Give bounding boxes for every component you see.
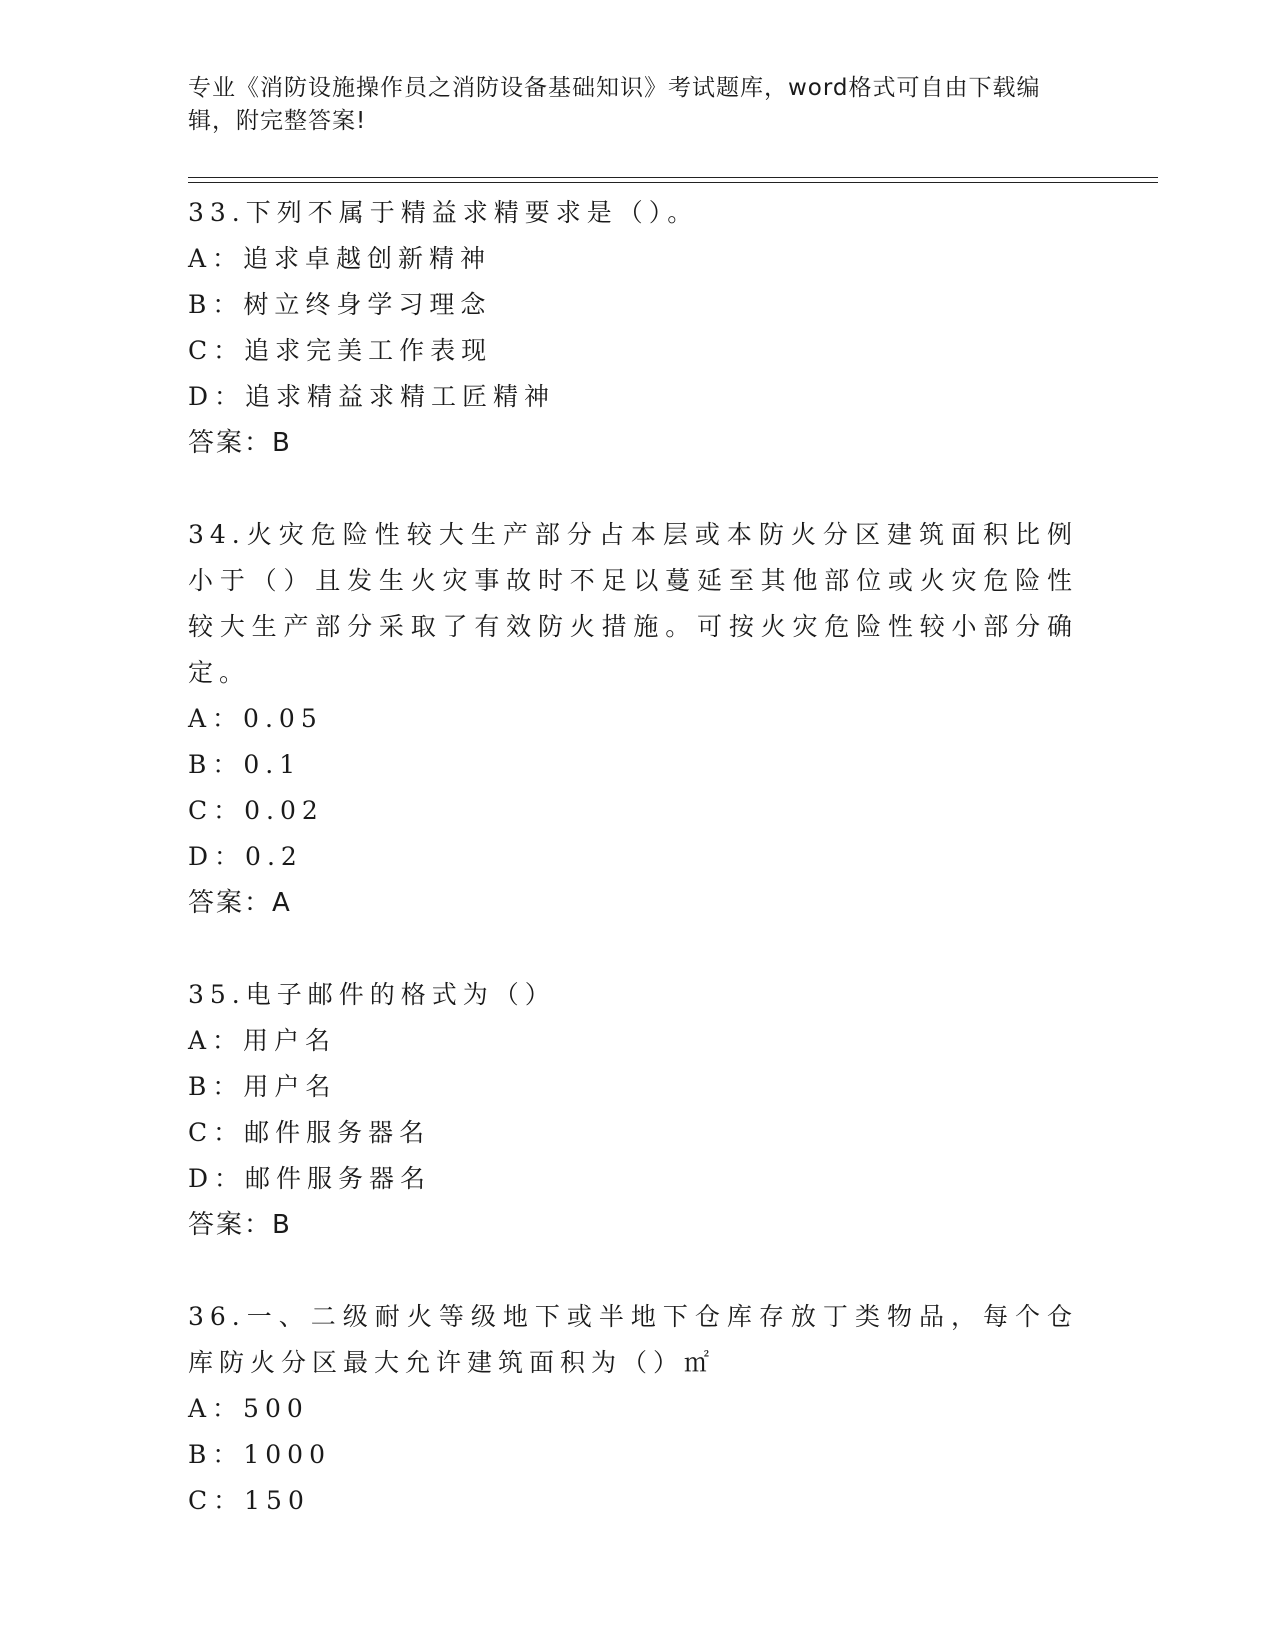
question-34 bbox=[188, 512, 1088, 926]
question-list bbox=[188, 190, 1088, 1570]
question-36 bbox=[188, 1294, 1088, 1524]
question-33 bbox=[188, 190, 1088, 466]
question-stem: 33.下列不属于精益求精要求是（）。 bbox=[188, 198, 699, 227]
option-c: C：0.02 bbox=[188, 796, 324, 825]
question-stem: 35.电子邮件的格式为（） bbox=[188, 980, 556, 1009]
answer-line: 答案：B bbox=[188, 1210, 292, 1240]
option-b: B：树立终身学习理念 bbox=[188, 290, 492, 319]
option-b: B：用户名 bbox=[188, 1072, 337, 1101]
header-divider-bottom bbox=[188, 182, 1158, 183]
option-b: B：1000 bbox=[188, 1440, 331, 1469]
option-a: A：500 bbox=[188, 1394, 309, 1423]
option-a: A：追求卓越创新精神 bbox=[188, 244, 492, 273]
option-c: C：追求完美工作表现 bbox=[188, 336, 493, 365]
option-d: D：0.2 bbox=[188, 842, 303, 871]
document-header-title: 专业《消防设施操作员之消防设备基础知识》考试题库，word格式可自由下载编辑，附完整答案! bbox=[188, 75, 1041, 134]
answer-line: 答案：A bbox=[188, 888, 292, 918]
header-divider-top bbox=[188, 177, 1158, 178]
answer-line: 答案：B bbox=[188, 428, 292, 458]
option-a: A：用户名 bbox=[188, 1026, 337, 1055]
option-c: C：150 bbox=[188, 1486, 310, 1515]
option-d: D：邮件服务器名 bbox=[188, 1164, 432, 1193]
option-a: A：0.05 bbox=[188, 704, 323, 733]
question-stem: 36.一、二级耐火等级地下或半地下仓库存放丁类物品，每个仓库防火分区最大允许建筑面积为（）㎡ bbox=[188, 1302, 1078, 1377]
question-stem: 34.火灾危险性较大生产部分占本层或本防火分区建筑面积比例小于（）且发生火灾事故时不足以蔓延至其他部位或火灾危险性较大生产部分采取了有效防火措施。可按火灾危险性较小部分确定。 bbox=[188, 520, 1078, 687]
option-b: B：0.1 bbox=[188, 750, 302, 779]
option-d: D：追求精益求精工匠精神 bbox=[188, 382, 556, 411]
question-35 bbox=[188, 972, 1088, 1248]
option-c: C：邮件服务器名 bbox=[188, 1118, 431, 1147]
